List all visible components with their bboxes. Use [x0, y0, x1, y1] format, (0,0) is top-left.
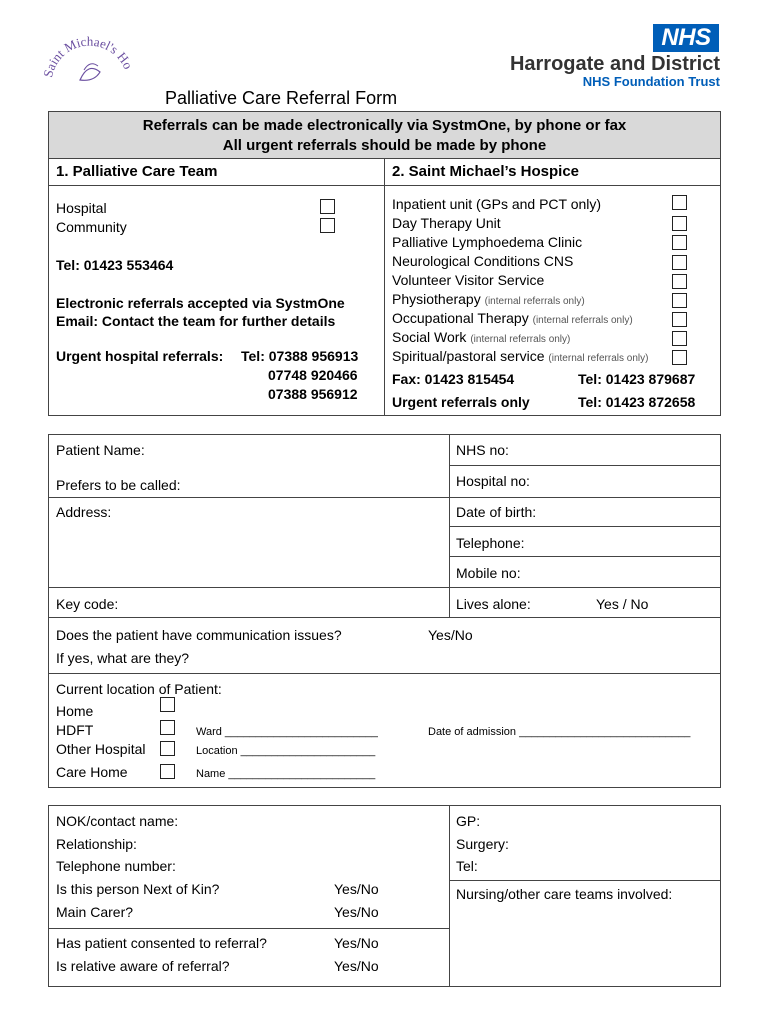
service-label: Palliative Lymphoedema Clinic: [392, 234, 583, 250]
divider: [48, 928, 449, 929]
surgery-field[interactable]: Surgery:: [456, 836, 509, 852]
service-checkbox[interactable]: [672, 350, 687, 365]
relationship-field[interactable]: Relationship:: [56, 836, 137, 852]
banner-line-2: All urgent referrals should be made by phone: [222, 137, 547, 154]
hdft-checkbox[interactable]: [160, 720, 175, 735]
communication-question: Does the patient have communication issues?: [56, 627, 342, 643]
communication-option[interactable]: Yes/No: [428, 627, 473, 643]
key-code-field[interactable]: Key code:: [56, 596, 119, 612]
hospice-logo: [40, 20, 135, 92]
email-note: Email: Contact the team for further details: [56, 313, 336, 329]
hospital-checkbox[interactable]: [320, 199, 335, 214]
divider: [449, 465, 721, 466]
service-checkbox[interactable]: [672, 195, 687, 210]
urgent-tel-2: 07748 920466: [268, 367, 358, 383]
relative-aware-question: Is relative aware of referral?: [56, 958, 230, 974]
lives-alone-option[interactable]: Yes / No: [596, 596, 649, 612]
prefers-called-field[interactable]: Prefers to be called:: [56, 477, 181, 493]
nhs-no-field[interactable]: NHS no:: [456, 442, 509, 458]
divider: [48, 617, 721, 618]
location-heading: Current location of Patient:: [56, 681, 222, 697]
community-label: Community: [56, 219, 127, 235]
hdft-label: HDFT: [56, 722, 94, 738]
team-tel: Tel: 01423 553464: [56, 257, 174, 273]
home-label: Home: [56, 703, 94, 719]
nok-name-field[interactable]: NOK/contact name:: [56, 813, 179, 829]
divider: [449, 556, 721, 557]
relative-aware-option[interactable]: Yes/No: [334, 958, 379, 974]
urgent-tel-3: 07388 956912: [268, 386, 358, 402]
service-note: (internal referrals only): [470, 334, 571, 345]
next-of-kin-option[interactable]: Yes/No: [334, 881, 379, 897]
service-label: Neurological Conditions CNS: [392, 253, 574, 269]
divider: [449, 880, 721, 881]
gp-field[interactable]: GP:: [456, 813, 481, 829]
service-item: [392, 291, 585, 310]
service-item: [392, 196, 601, 212]
admission-date-field[interactable]: Date of admission ____________________________: [428, 726, 691, 738]
service-checkbox[interactable]: [672, 216, 687, 231]
dob-field[interactable]: Date of birth:: [456, 504, 537, 520]
service-item: [392, 234, 582, 250]
urgent-referrals-tel: Tel: 01423 872658: [578, 394, 696, 410]
care-teams-field[interactable]: Nursing/other care teams involved:: [456, 886, 673, 902]
service-checkbox[interactable]: [672, 293, 687, 308]
hospice-logo-text: Saint Michael's Ho: [40, 33, 135, 79]
trust-name: Harrogate and District: [509, 53, 720, 75]
hospice-tel: Tel: 01423 879687: [578, 371, 696, 387]
consent-question: Has patient consented to referral?: [56, 935, 267, 951]
divider: [48, 673, 721, 674]
divider: [449, 805, 450, 987]
nhs-logo: NHS: [653, 24, 719, 52]
ward-field[interactable]: Ward _________________________: [196, 726, 378, 738]
nok-telephone-field[interactable]: Telephone number:: [56, 858, 176, 874]
service-checkbox[interactable]: [672, 255, 687, 270]
care-home-name-field[interactable]: Name ________________________: [196, 768, 376, 780]
telephone-field[interactable]: Telephone:: [456, 535, 525, 551]
service-label: Volunteer Visitor Service: [392, 272, 545, 288]
consent-option[interactable]: Yes/No: [334, 935, 379, 951]
care-home-checkbox[interactable]: [160, 764, 175, 779]
service-note: (internal referrals only): [484, 296, 585, 307]
divider: [449, 526, 721, 527]
service-checkbox[interactable]: [672, 274, 687, 289]
patient-name-field[interactable]: Patient Name:: [56, 442, 145, 458]
mobile-field[interactable]: Mobile no:: [456, 565, 521, 581]
service-item: [392, 272, 544, 288]
urgent-referrals-label: Urgent referrals only: [392, 394, 530, 410]
care-home-label: Care Home: [56, 764, 128, 780]
home-checkbox[interactable]: [160, 697, 175, 712]
banner-line-1: Referrals can be made electronically via SystmOne, by phone or fax: [142, 117, 627, 134]
main-carer-question: Main Carer?: [56, 904, 134, 920]
other-hospital-label: Other Hospital: [56, 741, 146, 757]
referral-banner: [48, 111, 721, 159]
hospice-fax: Fax: 01423 815454: [392, 371, 515, 387]
service-item: [392, 348, 648, 367]
service-item: [392, 253, 573, 269]
hospice-heading: 2. Saint Michael’s Hospice: [392, 163, 580, 180]
service-label: Day Therapy Unit: [392, 215, 501, 231]
urgent-tel-1: Tel: 07388 956913: [241, 348, 359, 364]
service-item: [392, 215, 501, 231]
urgent-hospital-label: Urgent hospital referrals:: [56, 348, 224, 364]
other-hospital-checkbox[interactable]: [160, 741, 175, 756]
service-item: [392, 310, 633, 329]
service-note: (internal referrals only): [548, 353, 649, 364]
service-item: [392, 329, 570, 348]
next-of-kin-question: Is this person Next of Kin?: [56, 881, 220, 897]
service-label: Spiritual/pastoral service: [392, 348, 545, 364]
form-title: Palliative Care Referral Form: [165, 88, 398, 108]
hospital-label: Hospital: [56, 200, 107, 216]
divider: [48, 497, 721, 498]
service-checkbox[interactable]: [672, 331, 687, 346]
main-carer-option[interactable]: Yes/No: [334, 904, 379, 920]
team-heading: 1. Palliative Care Team: [56, 163, 218, 180]
service-label: Physiotherapy: [392, 291, 481, 307]
service-label: Social Work: [392, 329, 467, 345]
divider: [48, 587, 721, 588]
hospital-no-field[interactable]: Hospital no:: [456, 473, 530, 489]
service-checkbox[interactable]: [672, 235, 687, 250]
service-checkbox[interactable]: [672, 312, 687, 327]
electronic-referrals: Electronic referrals accepted via SystmOne: [56, 295, 345, 311]
service-label: Occupational Therapy: [392, 310, 529, 326]
gp-tel-field[interactable]: Tel:: [456, 858, 478, 874]
address-field[interactable]: Address:: [56, 504, 112, 520]
community-checkbox[interactable]: [320, 218, 335, 233]
lives-alone-label: Lives alone:: [456, 596, 531, 612]
trust-subtitle: NHS Foundation Trust: [582, 74, 720, 89]
service-label: Inpatient unit (GPs and PCT only): [392, 196, 602, 212]
service-note: (internal referrals only): [532, 315, 633, 326]
divider: [384, 158, 385, 416]
location-field[interactable]: Location ______________________: [196, 745, 376, 757]
communication-what[interactable]: If yes, what are they?: [56, 650, 190, 666]
